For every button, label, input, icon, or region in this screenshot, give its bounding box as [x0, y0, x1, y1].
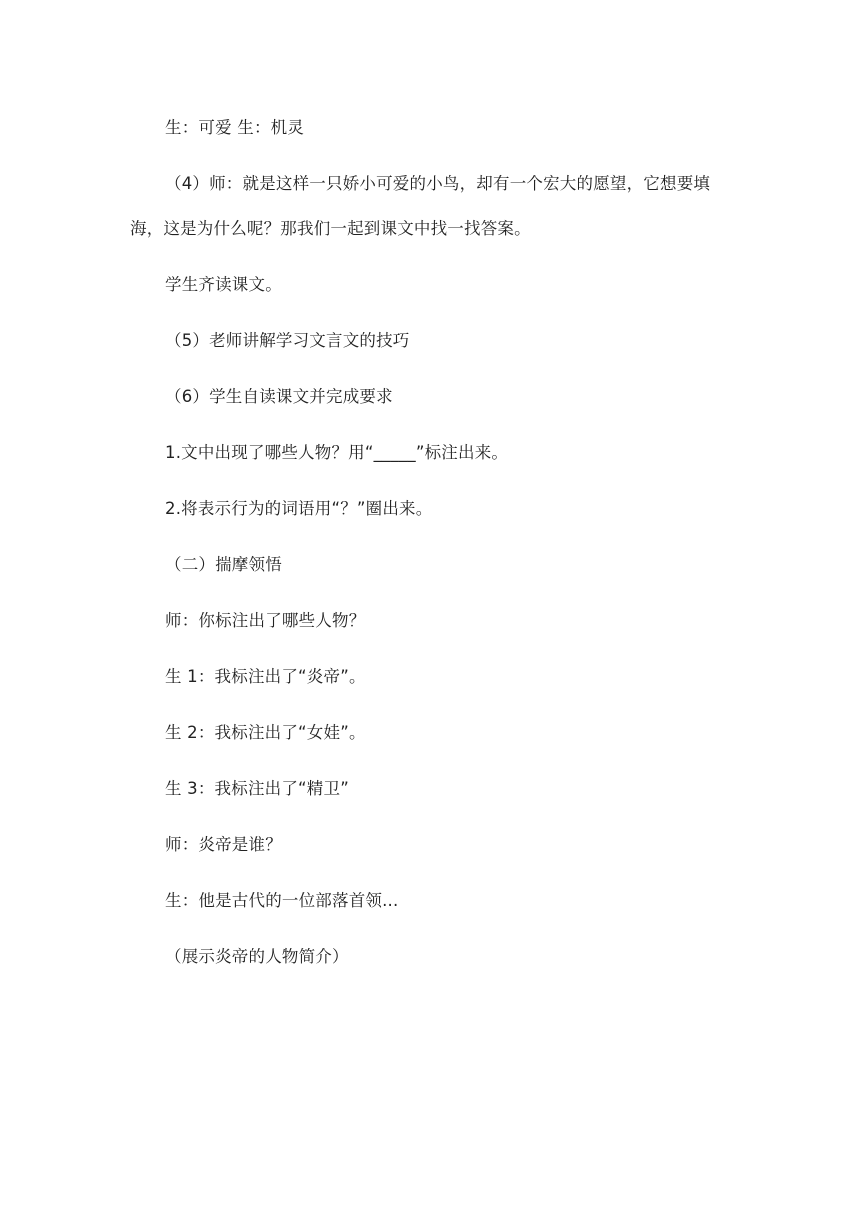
- paragraph-step-5: （5）老师讲解学习文言文的技巧: [165, 331, 410, 350]
- paragraph-student-2: 生 2：我标注出了“女娃”。: [165, 723, 366, 742]
- paragraph-task-1: 1.文中出现了哪些人物？用“_____”标注出来。: [165, 443, 509, 462]
- paragraph-show-profile: （展示炎帝的人物简介）: [165, 947, 349, 966]
- paragraph-step-6: （6）学生自读课文并完成要求: [165, 387, 393, 406]
- section-heading-comprehension: （二）揣摩领悟: [165, 555, 282, 574]
- paragraph-teacher-question-line2: 海，这是为什么呢？那我们一起到课文中找一找答案。: [130, 219, 531, 238]
- paragraph-student-3: 生 3：我标注出了“精卫”: [165, 779, 349, 798]
- paragraph-student-1: 生 1：我标注出了“炎帝”。: [165, 667, 366, 686]
- paragraph-read-aloud: 学生齐读课文。: [165, 275, 282, 294]
- paragraph-student-answers: 生：可爱 生：机灵: [165, 118, 305, 137]
- paragraph-teacher-question-line1: （4）师：就是这样一只娇小可爱的小鸟，却有一个宏大的愿望，它想要填: [165, 174, 711, 193]
- paragraph-teacher-ask-characters: 师：你标注出了哪些人物？: [165, 611, 366, 630]
- paragraph-teacher-ask-yandi: 师：炎帝是谁？: [165, 835, 282, 854]
- paragraph-student-answer-yandi: 生：他是古代的一位部落首领...: [165, 891, 399, 910]
- paragraph-task-2: 2.将表示行为的词语用“？”圈出来。: [165, 499, 433, 518]
